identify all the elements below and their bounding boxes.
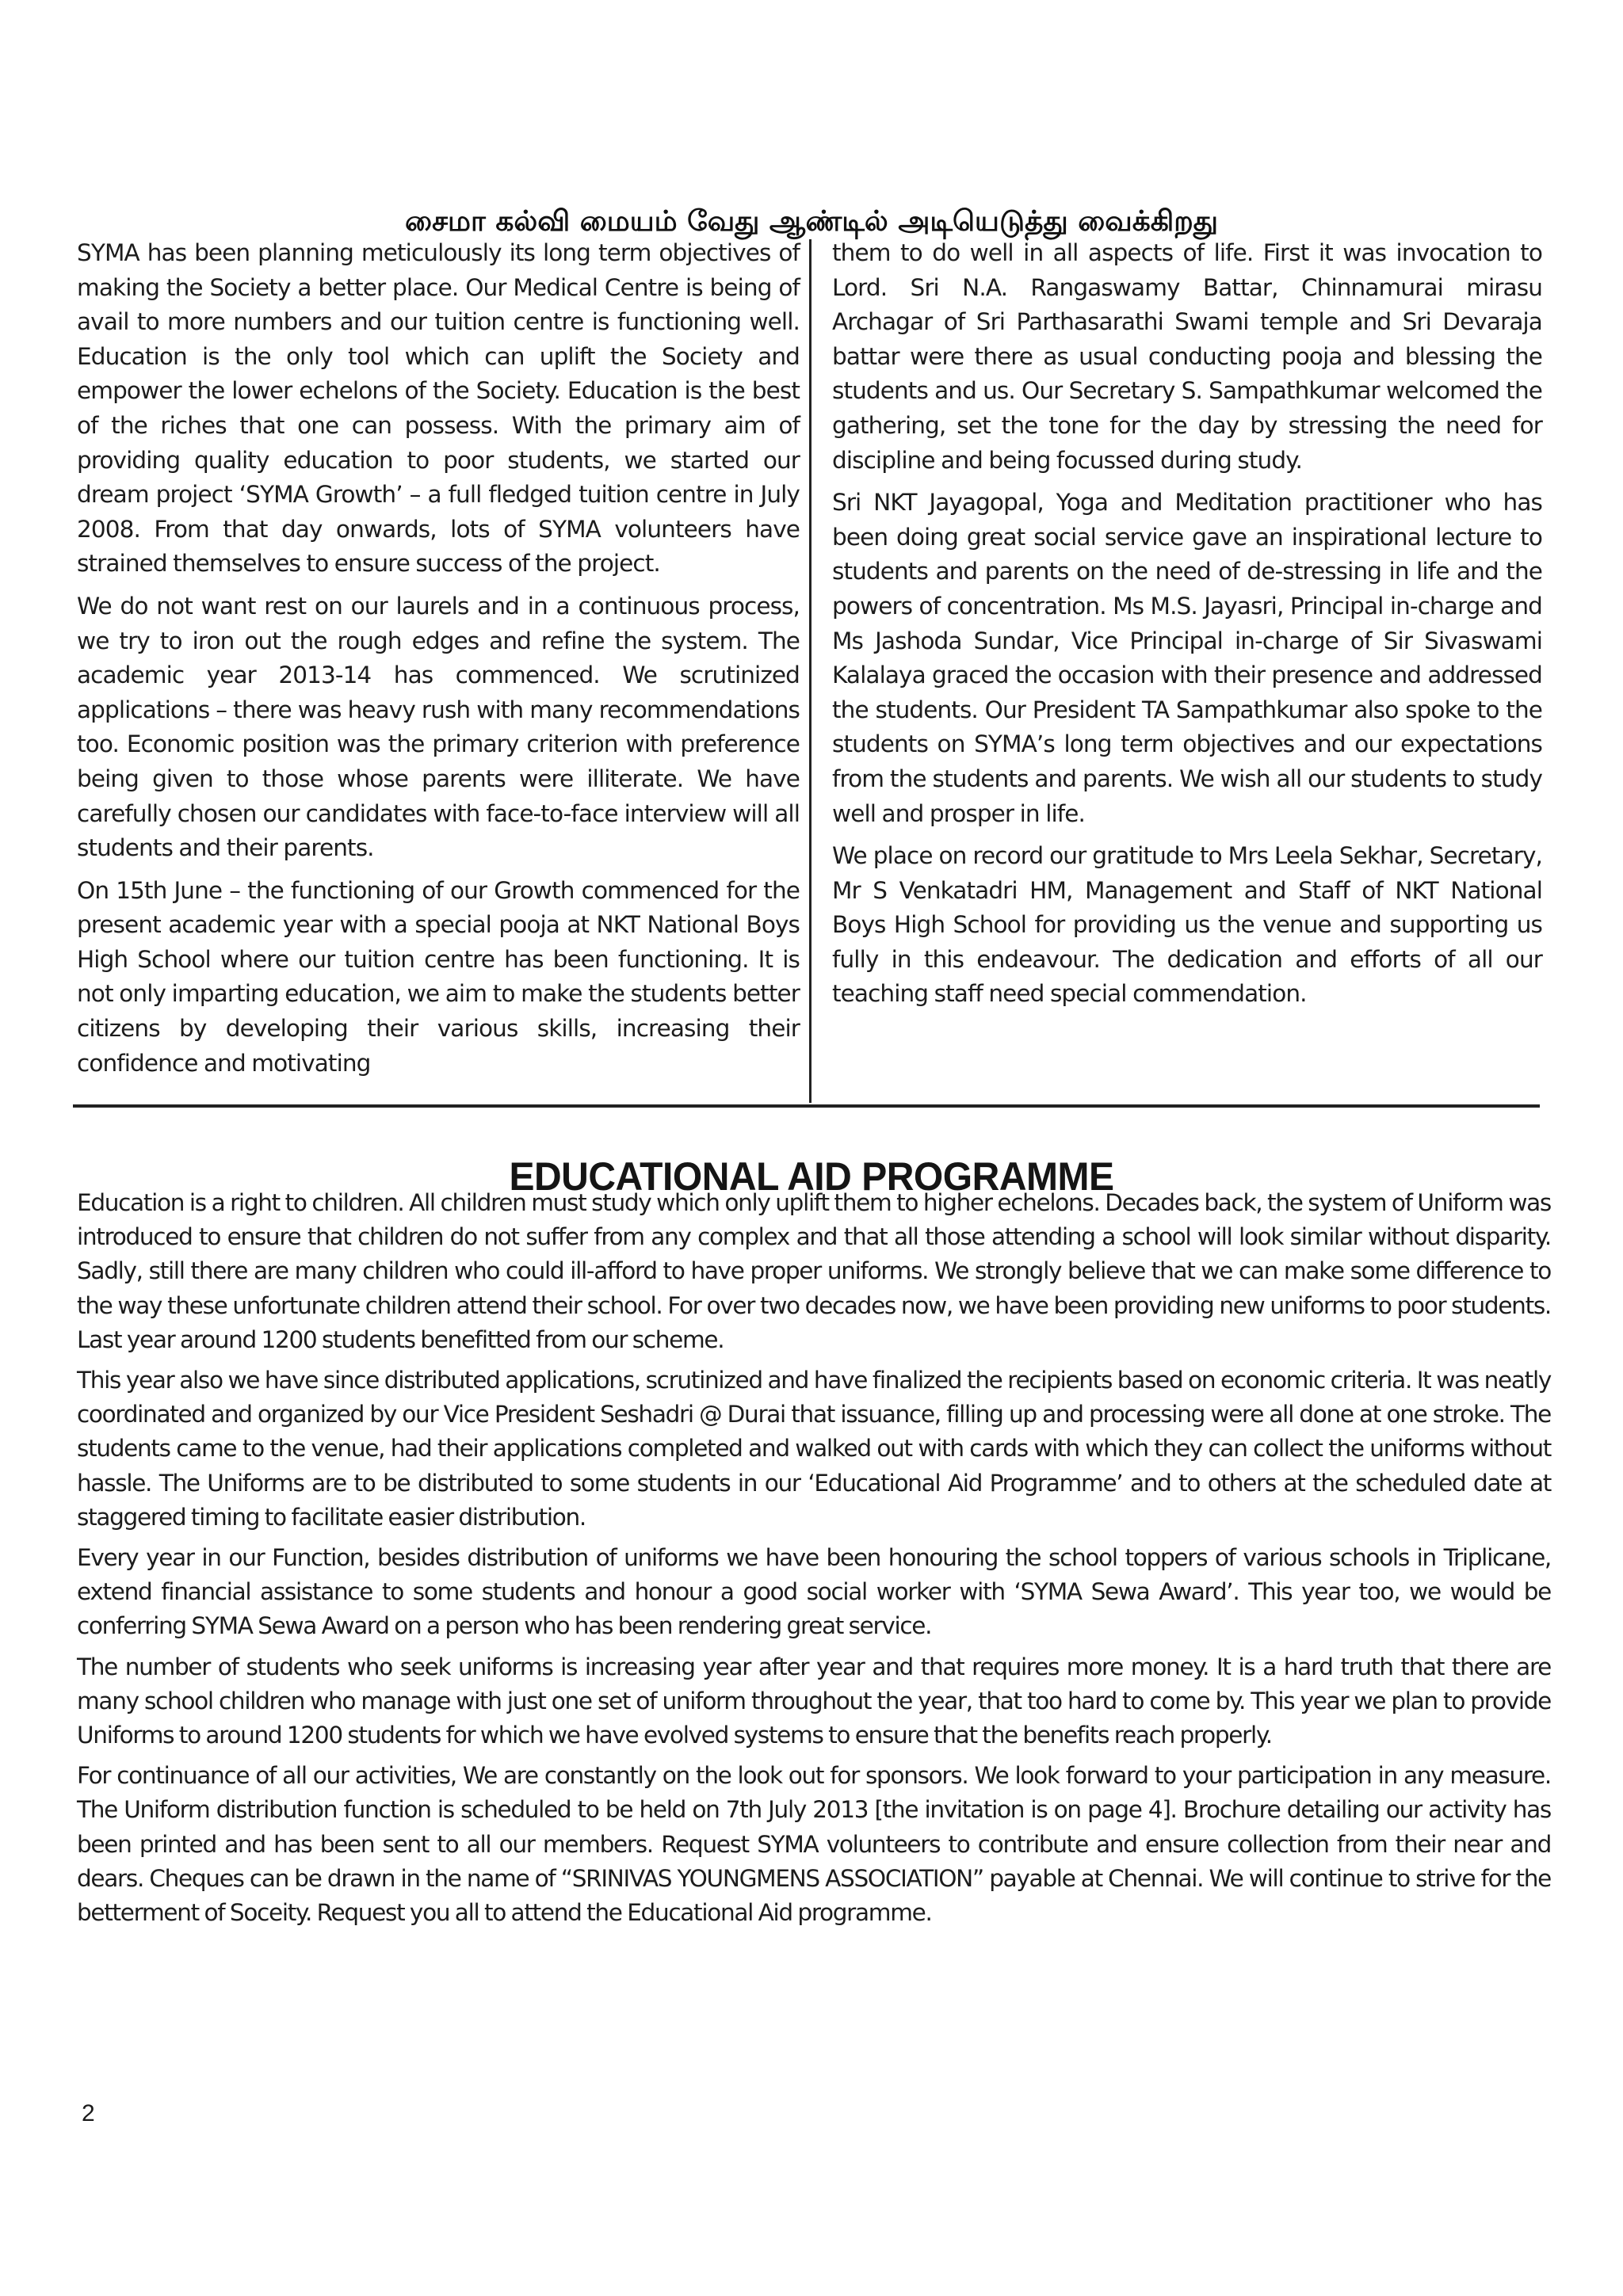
body-paragraph: This year also we have since distributed applications, scrutinized and have finalized the recipients based on economic criteria. It was neatly coordinated and organized by our Vice President Seshadri @ Durai that issuance, filling up and processing were all done at one stroke. The students came to the venue, had their applications completed and walked out with cards with which they can collect the uniforms without hassle. The Uniforms are to be distributed to some students in our ‘Educational Aid Programme’ and to others at the scheduled date at staggered timing to facilitate easier distribution.: [77, 1367, 1551, 1531]
article-paragraph: Sri NKT Jayagopal, Yoga and Meditation practitioner who has been doing great social service gave an inspirational lecture to students and parents on the need of de-stressing in life and the powers of concentration. Ms M.S. Jayasri, Principal in-charge and Ms Jashoda Sundar, Vice Principal in-charge of Sir Sivaswami Kalalaya graced the occasion with their presence and addressed the students. Our President TA Sampathkumar also spoke to the students on SYMA’s long term objectives and our expectations from the students and parents. We wish all our students to study well and prosper in life.: [832, 489, 1542, 827]
article-paragraph: On 15th June – the functioning of our Growth commenced for the present academic year with a special pooja at NKT National Boys High School where our tuition centre has been functioning. It is not only imparting education, we aim to make the students better citizens by developing their various skills, increasing their confidence and motivating: [77, 876, 800, 1077]
section-divider: [73, 1104, 1540, 1108]
educational-aid-body: [77, 1186, 1551, 1936]
column-divider: [809, 239, 812, 1103]
body-paragraph: Education is a right to children. All children must study which only uplift them to higher echelons. Decades back, the system of Uniform was introduced to ensure that children do not suffer from any complex and that all those attending a school will look similar without disparity. Sadly, still there are many children who could ill-afford to have proper uniforms. We strongly believe that we can make some difference to the way these unfortunate children attend their school. For over two decades now, we have been providing new uniforms to poor students. Last year around 1200 students benefitted from our scheme.: [77, 1189, 1551, 1353]
body-paragraph: The number of students who seek uniforms is increasing year after year and that requires more money. It is a hard truth that there are many school children who manage with just one set of uniform throughout the year, that too hard to come by. This year we plan to provide Uniforms to around 1200 students for which we have evolved systems to ensure that the benefits reach properly.: [77, 1653, 1551, 1749]
section-title: EDUCATIONAL AID PROGRAMME: [509, 1154, 1114, 1199]
tamil-heading: சைமா கல்வி மையம் வேது ஆண்டில் அடியெடுத்து வைக்கிறது: [405, 205, 1218, 238]
article-paragraph: We do not want rest on our laurels and in a continuous process, we try to iron out the rough edges and refine the system. The academic year 2013-14 has commenced. We scrutinized applications – there was heavy rush with many recommendations too. Economic position was the primary criterion with preference being given to those whose parents were illiterate. We have carefully chosen our candidates with face-to-face interview will all students and their parents.: [77, 592, 800, 862]
body-paragraph: Every year in our Function, besides distribution of uniforms we have been honouring the school toppers of various schools in Triplicane, extend financial assistance to some students and honour a good social worker with ‘SYMA Sewa Award’. This year too, we would be conferring SYMA Sewa Award on a person who has been rendering great service.: [77, 1544, 1551, 1640]
article-paragraph: SYMA has been planning meticulously its long term objectives of making the Society a better place. Our Medical Centre is being of avail to more numbers and our tuition centre is functioning well. Education is the only tool which can uplift the Society and empower the lower echelons of the Society. Education is the best of the riches that one can possess. With the primary aim of providing quality education to poor students, we started our dream project ‘SYMA Growth’ – a full fledged tuition centre in July 2008. From that day onwards, lots of SYMA volunteers have strained themselves to ensure success of the project.: [77, 239, 800, 578]
article-paragraph: We place on record our gratitude to Mrs Leela Sekhar, Secretary, Mr S Venkatadri HM, Management and Staff of NKT National Boys High School for providing us the venue and supporting us fully in this endeavour. The dedication and efforts of all our teaching staff need special commendation.: [832, 842, 1542, 1008]
article-right-column: [832, 236, 1542, 1020]
article-paragraph: them to do well in all aspects of life. First it was invocation to Lord. Sri N.A. Rangaswamy Battar, Chinnamurai mirasu Archagar of Sri Parthasarathi Swami temple and Sri Devaraja battar were there as usual conducting pooja and blessing the students and us. Our Secretary S. Sampathkumar welcomed the gathering, set the tone for the day by stressing the need for discipline and being focussed during study.: [832, 239, 1542, 474]
body-paragraph: For continuance of all our activities, We are constantly on the look out for sponsors. We look forward to your participation in any measure. The Uniform distribution function is scheduled to be held on 7th July 2013 [the invitation is on page 4]. Brochure detailing our activity has been printed and has been sent to all our members. Request SYMA volunteers to contribute and ensure collection from their near and dears. Cheques can be drawn in the name of “SRINIVAS YOUNGMENS ASSOCIATION” payable at Chennai. We will continue to strive for the betterment of Soceity. Request you all to attend the Educational Aid programme.: [77, 1762, 1551, 1927]
page-number: 2: [82, 2100, 95, 2126]
article-left-column: [77, 236, 800, 1089]
